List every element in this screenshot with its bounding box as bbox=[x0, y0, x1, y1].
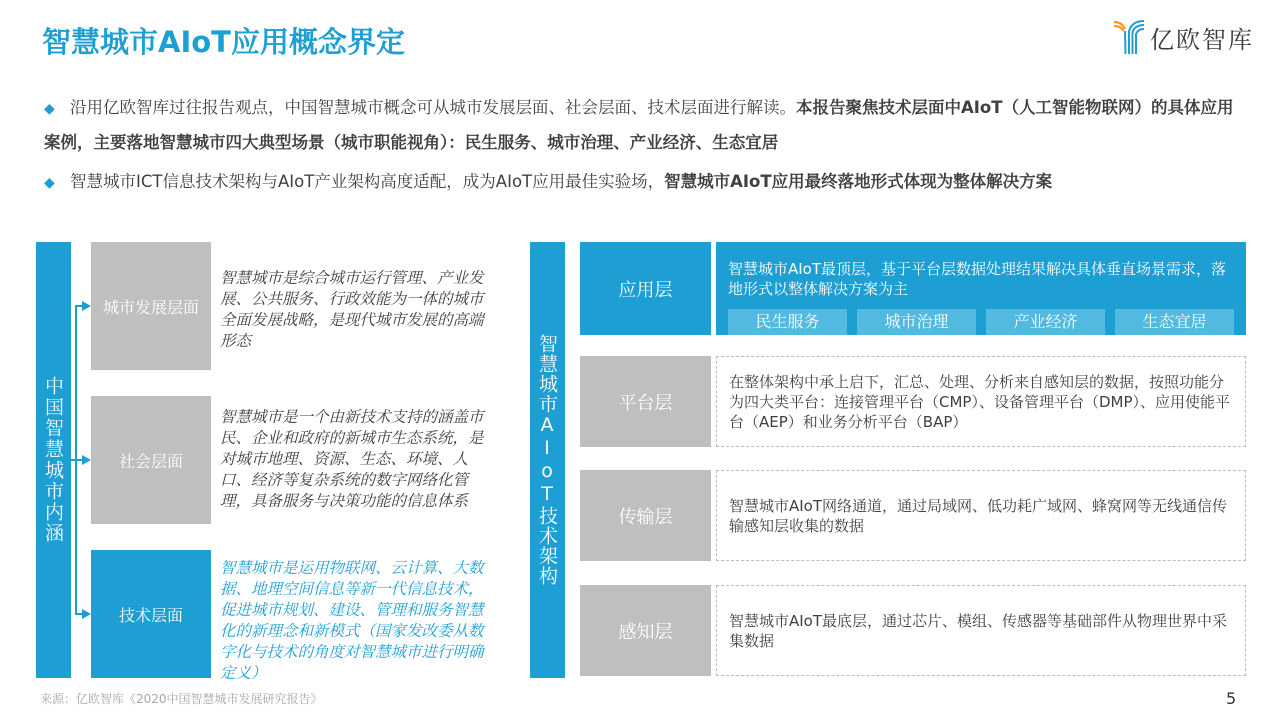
bullet-1-text: 沿用亿欧智库过往报告观点，中国智慧城市概念可从城市发展层面、社会层面、技术层面进行解读。 bbox=[70, 98, 796, 117]
platform-layer-description: 在整体架构中承上启下，汇总、处理、分析来自感知层的数据，按照功能分为四大类平台：连接管理平台（CMP）、设备管理平台（DMP）、应用使能平台（AEP）和业务分析平台（BAP） bbox=[729, 372, 1231, 431]
bullet-1-bold-text: 本报告聚焦技术层面中AIoT（人工智能物联网）的具体应用案例，主要落地智慧城市四大典型场景（城市职能视角）：民生服务、城市治理、产业经济、生态宜居 bbox=[44, 98, 1234, 152]
diamond-bullet-icon: ◆ bbox=[44, 101, 55, 117]
bullet-point-2 bbox=[44, 165, 1244, 200]
china-smart-city-connotation-bar: 中国智慧城市内涵 bbox=[36, 242, 71, 678]
platform-layer-detail bbox=[716, 356, 1246, 447]
application-layer-description: 智慧城市AIoT最顶层，基于平台层数据处理结果解决具体垂直场景需求，落地形式以整体解决方案为主 bbox=[728, 260, 1227, 298]
source-citation: 来源：亿欧智库《2020中国智慧城市发展研究报告》 bbox=[40, 692, 323, 706]
diamond-bullet-icon: ◆ bbox=[44, 175, 55, 191]
transmission-layer-detail bbox=[716, 470, 1246, 561]
perception-layer-label: 感知层 bbox=[580, 585, 711, 676]
application-layer-detail bbox=[716, 242, 1246, 335]
yiou-y-logo-icon bbox=[1112, 19, 1146, 55]
page-title: 智慧城市AIoT应用概念界定 bbox=[42, 25, 405, 59]
tag-industrial-economy: 产业经济 bbox=[986, 309, 1105, 335]
transmission-layer-label: 传输层 bbox=[580, 470, 711, 561]
social-level-box: 社会层面 bbox=[91, 396, 211, 524]
page-number: 5 bbox=[1226, 689, 1237, 708]
transmission-layer-description: 智慧城市AIoT网络通道，通过局域网、低功耗广域网、蜂窝网等无线通信传输感知层收集的数据 bbox=[729, 496, 1228, 535]
scenario-tags bbox=[728, 309, 1234, 335]
bullet-2-text: 智慧城市ICT信息技术架构与AIoT产业架构高度适配，成为AIoT应用最佳实验场， bbox=[70, 172, 665, 191]
arrow-right-icon bbox=[82, 301, 91, 311]
arrow-right-icon bbox=[82, 455, 91, 465]
application-layer-label: 应用层 bbox=[580, 242, 711, 335]
urban-development-level-box: 城市发展层面 bbox=[91, 242, 211, 370]
perception-layer-detail bbox=[716, 585, 1246, 676]
bullet-point-1 bbox=[44, 91, 1244, 159]
urban-development-description: 智慧城市是综合城市运行管理、产业发展、公共服务、行政效能为一体的城市全面发展战略，是现代城市发展的高端形态 bbox=[220, 269, 484, 350]
brand-name: 亿欧智库 bbox=[1150, 25, 1254, 54]
bullet-2-bold-text: 智慧城市AIoT应用最终落地形式体现为整体解决方案 bbox=[664, 172, 1053, 191]
tag-livelihood-services: 民生服务 bbox=[728, 309, 847, 335]
arrow-right-icon bbox=[82, 609, 91, 619]
perception-layer-description: 智慧城市AIoT最底层，通过芯片、模组、传感器等基础部件从物理世界中采集数据 bbox=[729, 611, 1228, 650]
platform-layer-label: 平台层 bbox=[580, 356, 711, 447]
tag-ecological-livability: 生态宜居 bbox=[1115, 309, 1234, 335]
aiot-architecture-bar: 智慧城市AIoT技术架构 bbox=[530, 242, 565, 678]
technology-level-box: 技术层面 bbox=[91, 550, 211, 678]
social-level-description: 智慧城市是一个由新技术支持的涵盖市民、企业和政府的新城市生态系统，是对城市地理、资源、生态、环境、人口、经济等复杂系统的数字网络化管理，具备服务与决策功能的信息体系 bbox=[220, 408, 484, 510]
tag-city-governance: 城市治理 bbox=[857, 309, 976, 335]
brand-logo bbox=[1112, 18, 1254, 56]
technology-level-description: 智慧城市是运用物联网、云计算、大数据、地理空间信息等新一代信息技术，促进城市规划、建设、管理和服务智慧化的新理念和新模式（国家发改委从数字化与技术的角度对智慧城市进行明确定义） bbox=[220, 559, 484, 682]
